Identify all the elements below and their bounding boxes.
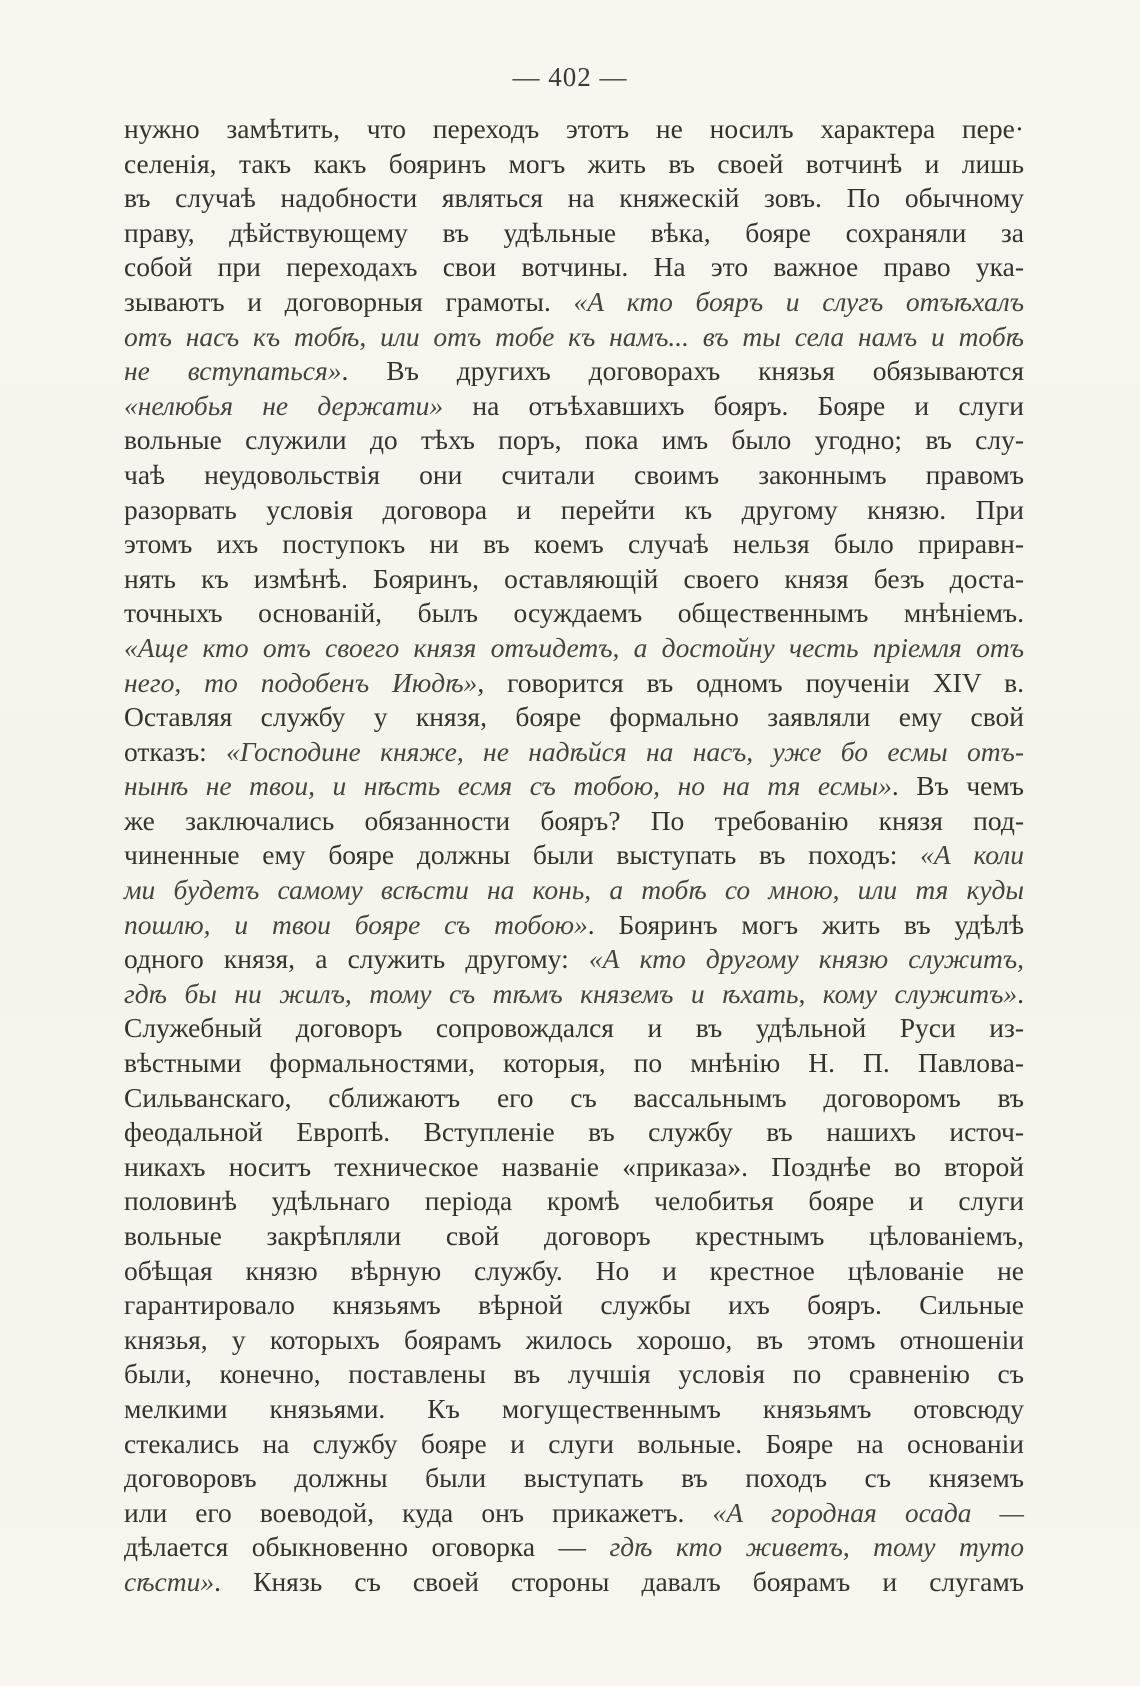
body-text-segment: половинѣ удѣльнаго періода кромѣ челобитья бояре и слуги [124, 1185, 1024, 1217]
body-text-segment: чиненные ему бояре должны были выступать въ походъ: [124, 839, 921, 871]
body-text-segment: же заключались обязанности бояръ? По требованію князя под- [124, 804, 1024, 836]
text-line [124, 596, 1024, 631]
body-text-segment: зываютъ и договорныя грамоты. [124, 285, 574, 317]
text-line [124, 1357, 1024, 1392]
body-text-segment: вольные служили до тѣхъ поръ, пока имъ было угодно; въ слу- [124, 424, 1024, 456]
text-line [124, 1530, 1024, 1565]
body-text-segment: или его воеводой, куда онъ прикажетъ. [124, 1496, 713, 1528]
quotation-text: пошлю, и твои бояре съ тобою» [124, 908, 588, 940]
text-line [124, 769, 1024, 804]
text-line [124, 216, 1024, 251]
text-line [124, 1219, 1024, 1254]
body-text-segment: вольные закрѣпляли свой договоръ крестнымъ цѣлованіемъ, [124, 1220, 1024, 1251]
text-line [124, 1011, 1024, 1046]
text-line [124, 354, 1024, 389]
body-text-segment: обѣщая князю вѣрную службу. Но и крестное цѣлованіе не [124, 1254, 1024, 1286]
text-line [124, 147, 1024, 182]
body-text-segment: Оставляя службу у князя, бояре формально заявляли ему свой [124, 701, 1024, 733]
text-line [124, 1496, 1024, 1531]
body-text-segment: разорвать условія договора и перейти къ другому князю. При [124, 493, 1024, 525]
text-line [124, 1115, 1024, 1150]
body-text-segment: . Въ чемъ [891, 770, 1024, 802]
quotation-text: сѣсти» [124, 1565, 215, 1597]
text-line [124, 1461, 1024, 1496]
text-line [124, 181, 1024, 216]
text-line [124, 562, 1024, 597]
quotation-text: «нелюбья не держати» [124, 389, 444, 421]
text-line [124, 320, 1024, 355]
body-text-segment: . Бояринъ могъ жить въ удѣлѣ [587, 908, 1024, 940]
body-text-segment: князья, у которыхъ боярамъ жилось хорошо, въ этомъ отношеніи [124, 1323, 1024, 1355]
quotation-text: «А кто бояръ и слугъ отъѣхалъ [573, 285, 1024, 317]
body-text-segment: чаѣ неудовольствія они считали своимъ законнымъ правомъ [124, 458, 1024, 490]
body-text-segment: , говорится въ одномъ поученіи XIV в. [477, 666, 1025, 698]
text-line [124, 458, 1024, 493]
quotation-text: нынѣ не твои, и нѣсть есмя съ тобою, но на тя есмы» [124, 770, 892, 802]
text-line [124, 1323, 1024, 1358]
body-text-segment: стекались на службу бояре и слуги вольные. Бояре на основаніи [124, 1427, 1024, 1459]
quotation-text: него, то подобенъ Июдѣ» [124, 666, 478, 698]
body-text-segment: въ случаѣ надобности являться на княжескій зовъ. По обычному [124, 182, 1024, 214]
body-text-segment: никахъ носитъ техническое названіе «приказа». Позднѣе во второй [124, 1150, 1024, 1182]
text-line [124, 735, 1024, 770]
body-text-segment: . Въ другихъ договорахъ князья обязываются [341, 355, 1024, 387]
body-text-segment: праву, дѣйствующему въ удѣльные вѣка, бояре сохраняли за [124, 216, 1024, 248]
text-line [124, 1392, 1024, 1427]
text-line [124, 1427, 1024, 1462]
text-line [124, 423, 1024, 458]
text-line [124, 631, 1024, 666]
body-text-segment: одного князя, а служить другому: [124, 943, 589, 975]
text-line [124, 700, 1024, 735]
quotation-text: «А коли [920, 839, 1024, 871]
text-line [124, 1046, 1024, 1081]
text-line [124, 250, 1024, 285]
body-text-segment: были, конечно, поставлены въ лучшія условія по сравненію съ [124, 1358, 1024, 1390]
body-text-segment: гарантировало князьямъ вѣрной службы ихъ бояръ. Сильные [124, 1289, 1024, 1321]
text-line [124, 666, 1024, 701]
body-text-segment: Служебный договоръ сопровождался и въ удѣльной Руси из- [124, 1012, 1024, 1044]
quotation-text: гдѣ бы ни жилъ, тому съ тѣмъ княземъ и ѣхать, кому служитъ» [124, 977, 1018, 1009]
body-text-segment: точныхъ основаній, былъ осуждаемъ общественнымъ мнѣніемъ. [124, 597, 1024, 629]
body-text-segment: на отъѣхавшихъ бояръ. Бояре и слуги [443, 389, 1024, 421]
quotation-text: не вступаться» [124, 355, 342, 387]
text-line [124, 1254, 1024, 1289]
body-text-segment: дѣлается обыкновенно оговорка — [124, 1531, 610, 1563]
body-text-segment: феодальной Европѣ. Вступленіе въ службу въ нашихъ источ- [124, 1116, 1024, 1148]
page-number: — 402 — [512, 62, 628, 92]
body-text-segment: мелкими князьями. Къ могущественнымъ князьямъ отовсюду [124, 1392, 1024, 1424]
body-text-segment: отказъ: [124, 735, 227, 767]
body-text-segment: договоровъ должны были выступать въ походъ съ княземъ [124, 1462, 1024, 1494]
body-text-segment: . [1017, 977, 1024, 1009]
text-line [124, 1184, 1024, 1219]
text-line [124, 1288, 1024, 1323]
quotation-text: отъ насъ къ тобѣ, или отъ тобе къ намъ... въ ты села намъ и тобѣ [124, 320, 1024, 352]
quotation-text: «А городная осада — [712, 1496, 1025, 1528]
text-line [124, 838, 1024, 873]
quotation-text: «Господине княже, не надѣйся на насъ, уже бо есмы отъ- [226, 735, 1024, 767]
text-line [124, 389, 1024, 424]
text-line [124, 873, 1024, 908]
body-text-segment: . Князь съ своей стороны давалъ боярамъ и слугамъ [214, 1565, 1024, 1597]
body-text-segment: нужно замѣтить, что переходъ этотъ не носилъ характера пере· [124, 113, 1024, 144]
quotation-text: «А кто другому князю служитъ, [588, 943, 1025, 975]
text-line [124, 493, 1024, 528]
body-text-segment: этомъ ихъ поступокъ ни въ коемъ случаѣ нельзя было приравн- [124, 528, 1024, 560]
quotation-text: гдѣ кто живетъ, тому туто [609, 1531, 1024, 1563]
text-line [124, 285, 1024, 320]
text-line [124, 527, 1024, 562]
quotation-text: ми будетъ самому всѣсти на конь, а тобѣ со мною, или тя куды [124, 874, 1024, 906]
text-line [124, 1081, 1024, 1116]
body-text-segment: нять къ измѣнѣ. Бояринъ, оставляющій своего князя безъ доста- [124, 562, 1024, 594]
body-text-segment: собой при переходахъ свои вотчины. На это важное право ука- [124, 251, 1024, 283]
text-line [124, 804, 1024, 839]
text-line [124, 1565, 1024, 1600]
text-line [124, 908, 1024, 943]
text-line [124, 942, 1024, 977]
body-text [124, 112, 1024, 1600]
text-line [124, 977, 1024, 1012]
body-text-segment: вѣстными формальностями, которыя, по мнѣнію Н. П. Павлова- [124, 1047, 1024, 1079]
text-line [124, 112, 1024, 147]
body-text-segment: селенія, такъ какъ бояринъ могъ жить въ своей вотчинѣ и лишь [124, 147, 1024, 179]
body-text-segment: Сильванскаго, сближаютъ его съ вассальнымъ договоромъ въ [124, 1081, 1024, 1113]
quotation-text: «Аще кто отъ своего князя отъидетъ, а достойну честь пріемля отъ [124, 631, 1024, 663]
text-line [124, 1150, 1024, 1185]
